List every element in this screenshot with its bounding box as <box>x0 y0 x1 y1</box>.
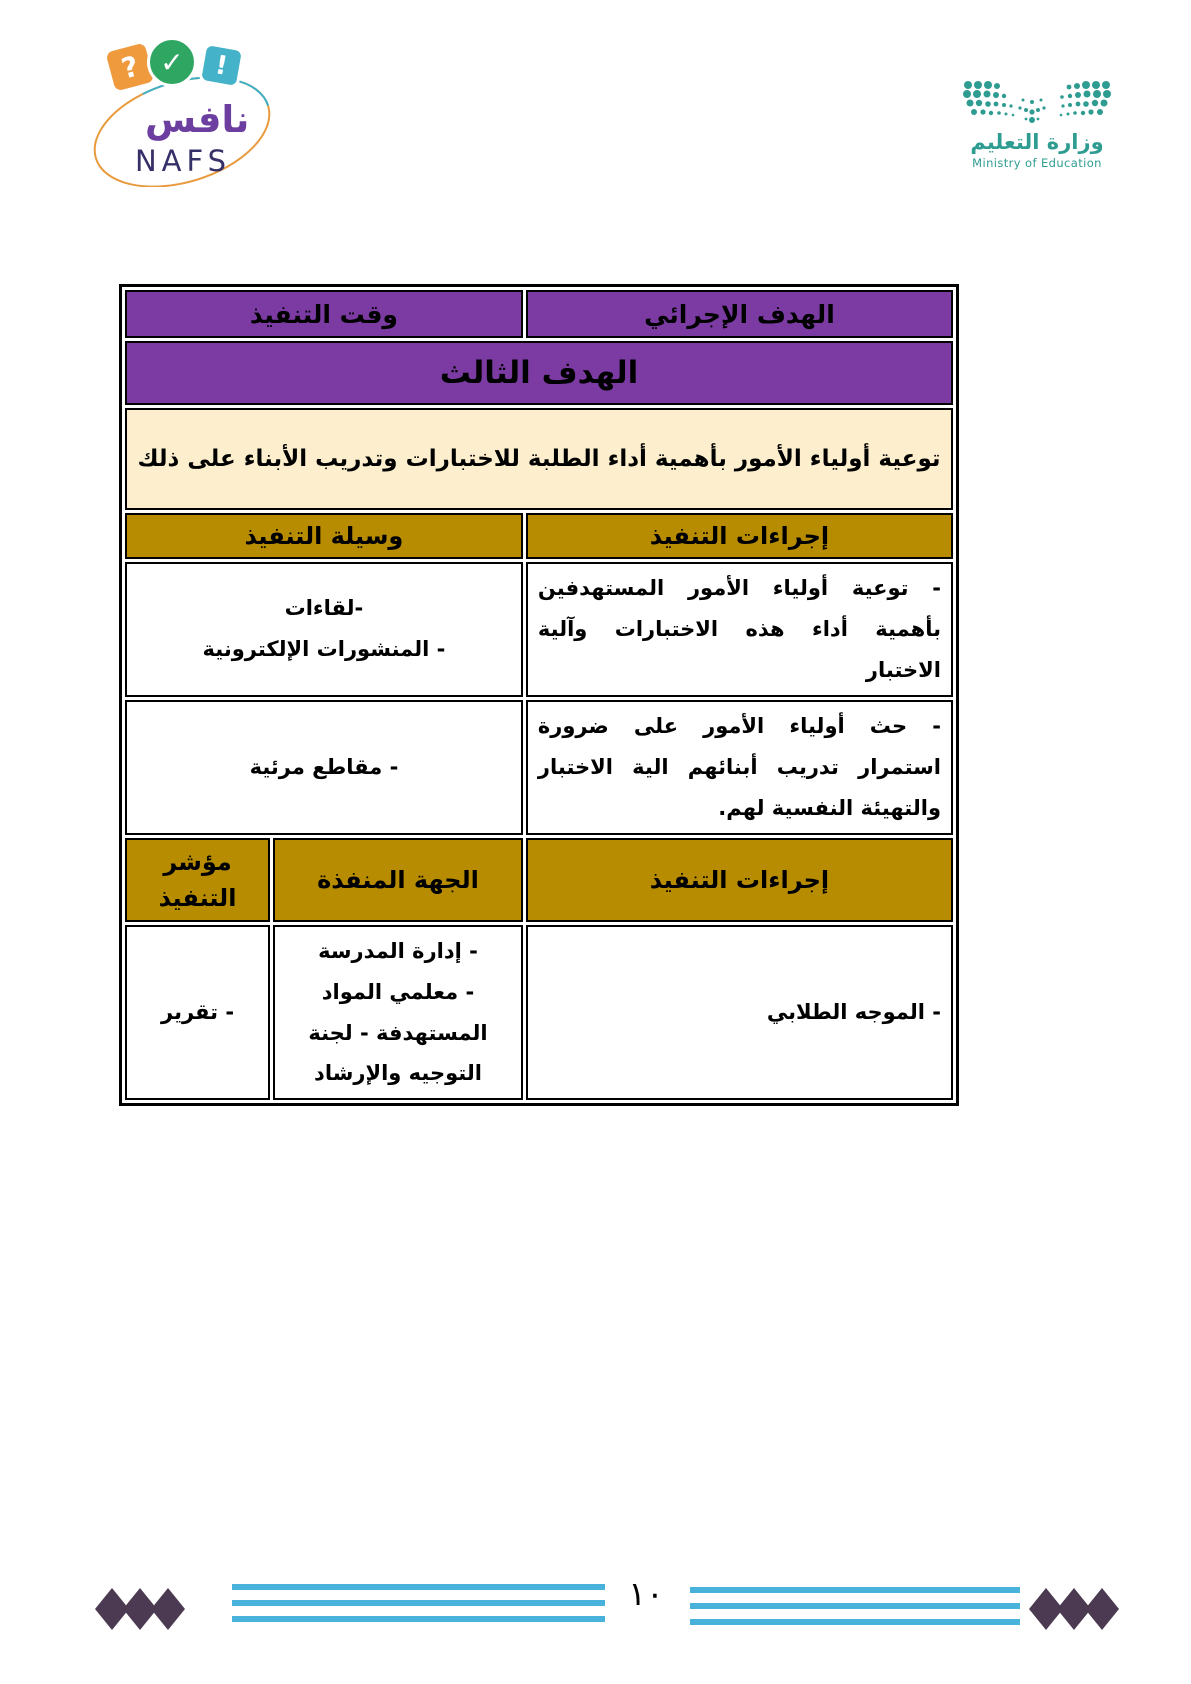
header-cell-indicator: مؤشر التنفيذ <box>125 838 270 922</box>
footer-diamonds-left <box>98 1588 182 1630</box>
header-cell-procedures-1: إجراءات التنفيذ <box>526 513 953 559</box>
page-number: ١٠ <box>628 1574 664 1613</box>
decorative-line <box>232 1616 605 1622</box>
footer-diamonds-right <box>1032 1588 1116 1630</box>
decorative-line <box>690 1619 1020 1625</box>
moe-arabic-wordmark: وزارة التعليم <box>970 130 1104 154</box>
decorative-line <box>232 1584 605 1590</box>
entity-line: التوجيه والإرشاد <box>314 1061 482 1086</box>
diamond-icon <box>1085 1588 1119 1630</box>
moe-dots-emblem-icon <box>962 78 1112 126</box>
means-1-cell <box>125 562 523 697</box>
header-cell-procedures-2: إجراءات التنفيذ <box>526 838 953 922</box>
goal-text-cell: توعية أولياء الأمور بأهمية أداء الطلبة للاختبارات وتدريب الأبناء على ذلك <box>125 408 953 510</box>
moe-english-wordmark: Ministry of Education <box>972 156 1102 170</box>
entity-line: - إدارة المدرسة <box>318 938 478 963</box>
footer-lines-left <box>232 1584 605 1632</box>
header-cell-means: وسيلة التنفيذ <box>125 513 523 559</box>
checkmark-icon <box>147 37 197 87</box>
exclaim-glyph: ! <box>213 49 230 82</box>
entity-cell <box>273 925 523 1101</box>
nafs-logo <box>85 32 280 187</box>
entity-line: المستهدفة - لجنة <box>308 1020 488 1045</box>
table-row-section2-body <box>125 925 953 1101</box>
ministry-of-education-logo <box>958 78 1116 170</box>
procedure-3-cell: - الموجه الطلابي <box>526 925 953 1101</box>
exclamation-icon <box>198 42 245 89</box>
diamond-icon <box>151 1588 185 1630</box>
table-row-goal-text <box>125 408 953 510</box>
table-row-procedure-1 <box>125 562 953 697</box>
decorative-line <box>690 1603 1020 1609</box>
nafs-latin-wordmark: NAFS <box>134 144 232 178</box>
table-row-procedure-2 <box>125 700 953 835</box>
procedure-1-cell: - توعية أولياء الأمور المستهدفين بأهمية أداء هذه الاختبارات وآلية الاختبار <box>526 562 953 697</box>
check-glyph: ✓ <box>160 45 184 79</box>
footer-lines-right <box>690 1587 1020 1635</box>
nafs-arabic-wordmark: نافس <box>145 98 250 141</box>
goal-banner-cell: الهدف الثالث <box>125 341 953 405</box>
table-row-top-header <box>125 290 953 338</box>
entity-line: - معلمي المواد <box>321 979 475 1004</box>
header-cell-entity: الجهة المنفذة <box>273 838 523 922</box>
means-line: - المنشورات الإلكترونية <box>202 637 446 662</box>
means-line: -لقاءات <box>284 596 364 621</box>
header-cell-objective: الهدف الإجرائي <box>526 290 953 338</box>
question-glyph: ? <box>117 48 143 86</box>
indicator-cell: - تقرير <box>125 925 270 1101</box>
header-cell-execution-time: وقت التنفيذ <box>125 290 523 338</box>
goal-table <box>119 284 959 1106</box>
decorative-line <box>232 1600 605 1606</box>
table-row-section2-header <box>125 838 953 922</box>
procedure-2-cell: - حث أولياء الأمور على ضرورة استمرار تدريب أبنائهم الية الاختبار والتهيئة النفسية لهم. <box>526 700 953 835</box>
means-2-cell: - مقاطع مرئية <box>125 700 523 835</box>
table-row-section1-header <box>125 513 953 559</box>
table-row-goal-banner <box>125 341 953 405</box>
decorative-line <box>690 1587 1020 1593</box>
